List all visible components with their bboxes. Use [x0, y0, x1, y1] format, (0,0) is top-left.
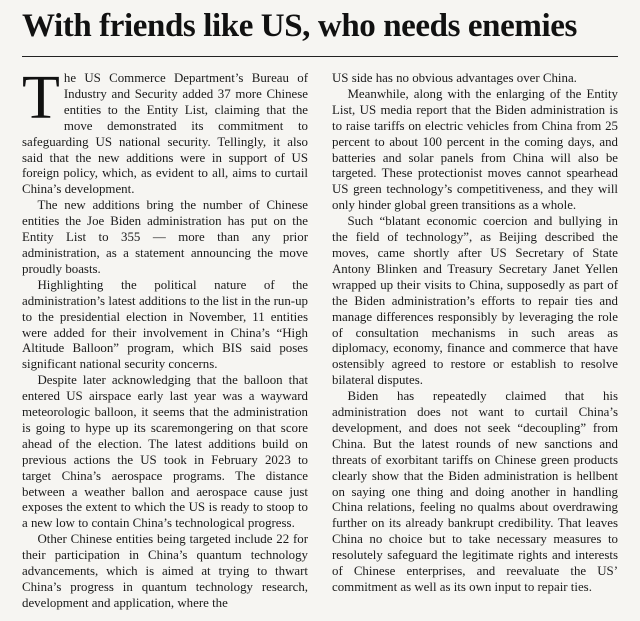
paragraph-7: Such “blatant economic coercion and bullying in the field of technology”, as Beijing described the moves, came shortly after US Secretary of State Antony Blinken and Treasury Secretary Janet Yellen wrapped up their visits to China, supposedly as part of the Biden administration’s efforts to repair ties and manage differences responsibly by leveraging the role of consultation mechanisms in such areas as diplomacy, economy, finance and commerce that have ostensibly agreed to restore or establish to resolve bilateral disputes.	[332, 214, 618, 388]
column-right	[332, 71, 618, 611]
headline-rule	[22, 56, 618, 57]
paragraph-6: Meanwhile, along with the enlarging of the Entity List, US media report that the Biden administration is to raise tariffs on electric vehicles from China from 25 percent to about 100 percent in the coming days, and batteries and solar panels from China will also be targeted. These protectionist moves cannot spearhead US green technology’s competitiveness, and they will only hinder global green transitions as a whole.	[332, 86, 618, 213]
paragraph-4: Despite later acknowledging that the balloon that entered US airspace early last year was a wayward meteorologic balloon, it seems that the administration is going to hype up its scaremongering on that score ahead of the election. The latest additions build on previous actions the US took in February 2023 to target China’s aerospace programs. The distance between a weather ballon and aerospace cause just exposes the extent to which the US is ready to stoop to a new low to contain China’s technological progress.	[22, 373, 308, 531]
headline: With friends like US, who needs enemies	[22, 8, 577, 44]
paragraph-8: Biden has repeatedly claimed that his administration does not want to curtail China’s development, and does not seek “decoupling” from China. But the latest rounds of new sanctions and threats of exorbitant tariffs on Chinese green products clearly show that the Biden administration is hellbent on saying one thing and doing another in handling China relations, feeling no qualms about overdrawing further on its already bankrupt credibility. That leaves China no choice but to take necessary measures to resolutely safeguard the legitimate rights and interests of Chinese enterprises, and reevaluate the US’ commitment as well as its own input to repair ties.	[332, 389, 618, 594]
paragraph-2: The new additions bring the number of Chinese entities the Joe Biden administration has put on the Entity List to 355 — more than any prior administration, as a statement announcing the move proudly boasts.	[22, 198, 308, 276]
paragraph-1	[22, 64, 308, 198]
paragraph-3: Highlighting the political nature of the administration’s latest additions to the list in the run-up to the presidential election in November, 11 entities were added for their involvement in China’s “High Altitude Balloon” program, which BIS said poses significant national security concerns.	[22, 277, 308, 372]
column-left	[22, 64, 308, 611]
paragraph-5-end: US side has no obvious advantages over China.	[332, 71, 577, 85]
drop-cap: T	[22, 64, 60, 132]
paragraph-1-text: he US Commerce Department’s Bureau of Industry and Security added 37 more Chinese entities to the Entity List, claiming that the move demonstrated its commitment to safeguarding US national security. Tellingly, it also said that the new additions were in support of US foreign policy, which, as evident to all, aims to curtail China’s development.	[22, 71, 308, 197]
paragraph-5-start: Other Chinese entities being targeted include 22 for their participation in China’s quantum technology advancements, which is aimed at trying to thwart China’s progress in quantum technology research, development and application, where the	[22, 532, 308, 610]
article-body	[22, 64, 618, 611]
